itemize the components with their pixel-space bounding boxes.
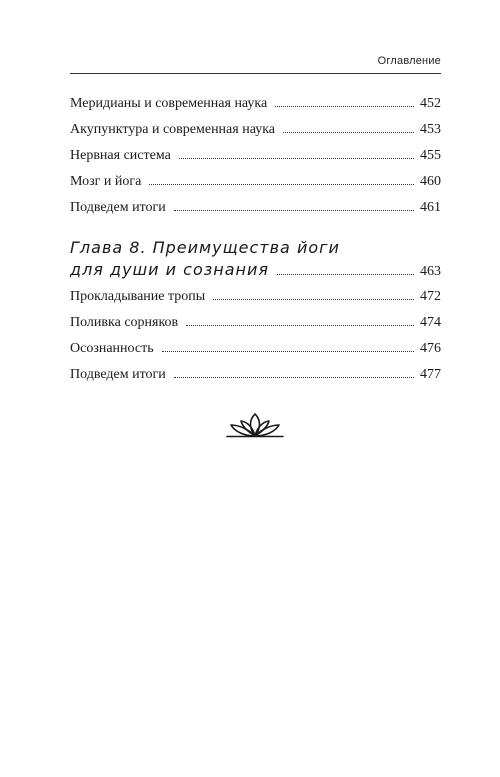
toc-entry xyxy=(70,366,441,384)
toc-entry-title: Осознанность xyxy=(70,341,154,356)
dot-leader xyxy=(277,274,414,275)
dot-leader xyxy=(213,299,414,300)
dot-leader xyxy=(275,106,414,107)
dot-leader xyxy=(283,132,414,133)
dot-leader xyxy=(186,325,414,326)
toc-entry-title: Акупунктура и современная наука xyxy=(70,122,276,137)
chapter-title-continued xyxy=(70,260,441,282)
toc-entry xyxy=(70,147,441,165)
toc-entry-page: 461 xyxy=(420,200,441,215)
chapter-subtitle: для души и сознания xyxy=(70,260,269,279)
toc-entry-title: Прокладывание тропы xyxy=(70,289,206,304)
toc-entry-page: 474 xyxy=(420,315,441,330)
dot-leader xyxy=(174,377,414,378)
toc-entry xyxy=(70,288,441,306)
toc-entry-page: 453 xyxy=(420,122,441,137)
dot-leader xyxy=(179,158,414,159)
toc-entry xyxy=(70,173,441,191)
toc-entry-title: Подведем итоги xyxy=(70,367,166,382)
lotus-icon xyxy=(225,412,285,438)
toc-entry-title: Поливка сорняков xyxy=(70,315,179,330)
toc-entry-page: 477 xyxy=(420,367,441,382)
toc-entry-title: Нервная система xyxy=(70,148,171,163)
toc-entry xyxy=(70,340,441,358)
dot-leader xyxy=(149,184,414,185)
toc-entry-page: 455 xyxy=(420,148,441,163)
toc-entry-title: Меридианы и современная наука xyxy=(70,96,268,111)
chapter-page: 463 xyxy=(420,264,441,279)
toc-entry xyxy=(70,95,441,113)
toc-entry-title: Подведем итоги xyxy=(70,200,166,215)
header-rule xyxy=(70,73,441,74)
toc-entry xyxy=(70,314,441,332)
toc-entry-page: 452 xyxy=(420,96,441,111)
dot-leader xyxy=(174,210,414,211)
toc-entry xyxy=(70,199,441,217)
toc-entry-page: 472 xyxy=(420,289,441,304)
toc-entry xyxy=(70,121,441,139)
toc-entry-title: Мозг и йога xyxy=(70,174,142,189)
running-head: Оглавление xyxy=(377,55,441,67)
chapter-title: Глава 8. Преимущества йоги xyxy=(70,238,340,257)
toc-entry-page: 476 xyxy=(420,341,441,356)
dot-leader xyxy=(162,351,414,352)
toc-entry-page: 460 xyxy=(420,174,441,189)
